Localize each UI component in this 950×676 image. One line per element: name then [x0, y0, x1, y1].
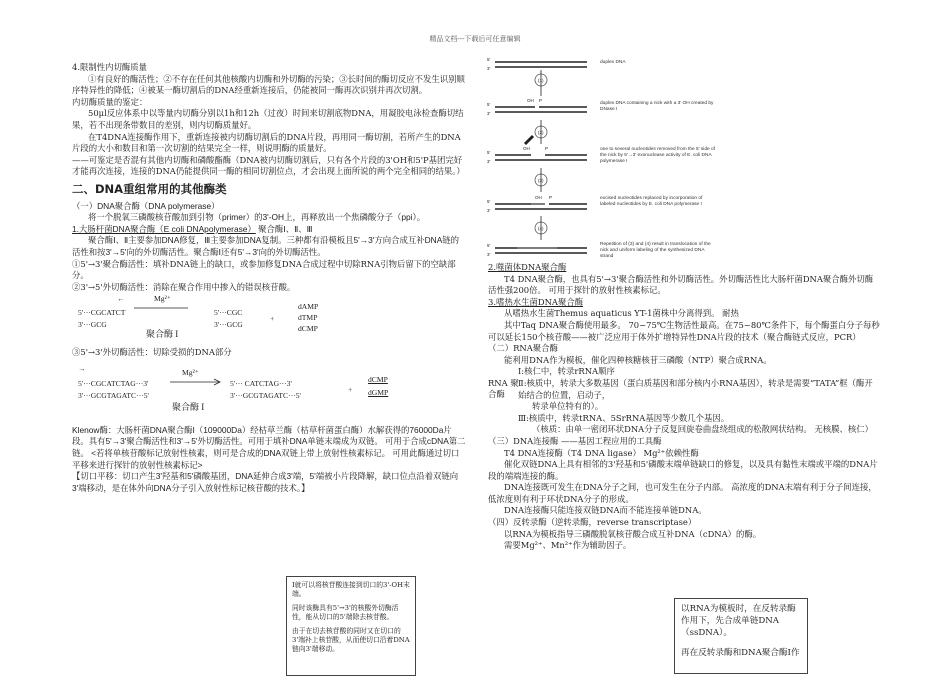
svg-text:5': 5'	[487, 150, 491, 155]
paragraph: ①5'→3'聚合酶活性：填补DNA链上的缺口，或参加修复DNA合成过程中切除RNA引物后留下的空缺部分。	[72, 258, 456, 281]
paragraph: ——可鉴定是否混有其他内切酶和磷酸酯酶（DNA被内切酶切割后，只有各个片段的3'OH和5'P基团完好才能再次连接，连接的DNA仍能提供同一酶的相同切割位点，才会出现上面所说的两个完全相同的结果。）	[72, 154, 465, 177]
strand-label: 5'··· CATCTAG···3'	[230, 378, 292, 388]
paragraph: ③5'→3'外切酶活性：切除受损的DNA部分	[72, 347, 232, 358]
left-column	[72, 62, 466, 494]
subsection-tail: 聚合酶Ⅰ、Ⅱ、Ⅲ	[258, 223, 313, 234]
paragraph: T4 DNA聚合酶，也具有5'→3'聚合酶活性和外切酶活性。外切酶活性比大肠杆菌DNA聚合酶外切酶活性强200倍。 可用于探针的放射性核素标记。	[488, 273, 874, 296]
note-box	[286, 576, 416, 676]
paragraph: 能利用DNA作为模板，催化四种核糖核苷三磷酸（NTP）聚合成RNA。	[504, 354, 772, 365]
note-line: I就可以将核苷酸连接到切口的3'-OH末端。	[292, 581, 410, 598]
section-title: 4.限制性内切酶质量	[72, 62, 147, 72]
svg-text:3': 3'	[487, 252, 491, 257]
svg-text:3': 3'	[487, 66, 491, 71]
enzyme-label: 聚合酶 I	[146, 329, 179, 340]
rna-label: RNA 聚	[488, 378, 519, 389]
reaction-arrow-icon	[132, 303, 192, 313]
product-label: dTMP	[298, 313, 318, 323]
p-label: P	[549, 195, 553, 200]
rna-label: 合酶	[488, 389, 505, 400]
paragraph: T4 DNA连接酶（T4 DNA ligase） Mg²⁺依赖性酶	[504, 447, 699, 458]
svg-text:3': 3'	[487, 159, 491, 164]
list-item: 转录单位特有的）。	[532, 401, 604, 412]
klenow-text: Klenow酶：大肠杆菌DNA聚合酶I（109000Da）经枯草兰酶（枯草杆菌蛋白酶）水解获得的76000Da片段。具有5'→3'聚合酶活性和3'→5'外切酶活性。可用于填补DNA单链末端成为双链。 可用于合成cDNA第二链。 <若将单核苷酸标记放射性核素，则可是合成的DNA双链上带上放射性核素标记。 可用此酶通过切口平移来进行探针的放射性核素标记>	[72, 424, 466, 470]
paragraph	[72, 425, 466, 471]
p-label: P	[539, 98, 543, 103]
section-title: （二）RNA聚合酶	[488, 343, 558, 354]
product-label: dCMP	[368, 374, 388, 384]
paragraph: 聚合酶Ⅰ、Ⅱ主要参加DNA修复，Ⅲ主要参加DNA复制。三种都有沿模板且5'→3'方向合成互补DNA链的活性和按3'→5'向的外切酶活性。聚合酶Ⅰ还有5'→3'向的外切酶活性。	[72, 235, 460, 257]
plus-sign: +	[270, 314, 275, 324]
figure-caption: Repetition of (3) and (4) result in translocation of the nick and uniform labeling of the synthesized DNA strand	[600, 242, 711, 259]
paragraph: DNA连接酶只能连接双链DNA而不能连接单链DNA。	[504, 505, 707, 516]
product-label: dGMP	[368, 387, 389, 397]
figure-caption: excised nucleotides replaced by incorporation of labeled nucleotides by E. coli DNA polymerase I	[600, 196, 703, 207]
strand-label: 3'···GCG	[78, 320, 107, 330]
note-line: 由于在切去核苷酸的同时又在切口的3'端补上核苷酸，从而使切口沿着DNA链向3'端移动。	[292, 627, 410, 653]
subsection-link: 1.大肠杆菌DNA聚合酶（E coli DNApolymerase）	[72, 223, 256, 234]
paragraph: 内切酶质量的鉴定：	[72, 96, 148, 107]
reaction-figure-2	[72, 361, 466, 415]
paragraph: 将一个脱氧三磷酸核苷酸加到引物（primer）的3'-OH上，再释放出一个焦磷酸分子（ppi）。	[88, 212, 426, 223]
svg-text:5': 5'	[487, 199, 491, 204]
heading: 二、DNA重组常用的其他酶类	[72, 181, 227, 196]
svg-text:3': 3'	[487, 208, 491, 213]
p-label: P	[545, 146, 549, 151]
strand-label: 3'···GCGTAGATC···5'	[230, 390, 301, 400]
subsection-title: 2.噬菌体DNA聚合酶	[488, 262, 567, 272]
arrow-icon: ←	[117, 294, 125, 304]
reaction-arrow-icon	[168, 377, 224, 387]
note-line: 以RNA为模板时，在反转录酶作用下，先合成单链DNA（ssDNA）。	[681, 604, 796, 638]
paragraph: 在T4DNA连接酶作用下，重新连接被内切酶切割后的DNA片段，再用同一酶切割，若所产生的DNA片段的大小和数目和第一次切割的结果完全一样，则说明酶的质量好。	[72, 131, 461, 154]
step-label: (2)	[538, 130, 544, 135]
strand-label: 5'···CGC	[214, 308, 243, 318]
paragraph: 其中Taq DNA聚合酶使用最多。 70~75℃生物活性最高。在75~80℃条件下，每个酶蛋白分子每秒可以延长150个核苷酸——被广泛应用于体外扩增特异性DNA片段的技术（聚合酶链式反应，PCR）	[488, 319, 880, 342]
enzyme-label: 聚合酶 I	[172, 401, 205, 412]
product-label: dCMP	[298, 324, 318, 334]
oh-label: OH	[523, 146, 530, 151]
subsection-title	[72, 224, 466, 236]
paragraph: 【切口平移：切口产生3'羟基和5'磷酸基团，DNA延伸合成3'端，5'端被小片段降解，缺口位点沿着双链向3'端移动，是在体外向DNA分子引入放射性标记核苷酸的技术。】	[72, 471, 459, 493]
note-box	[674, 598, 808, 674]
note-line: 再在反转录酶和DNA聚合酶I作	[681, 648, 800, 658]
strand-label: 5'···CGCATCTAG···3'	[78, 378, 149, 388]
figure-caption: duplex DNA	[600, 60, 626, 65]
strand-label: 3'···GCG	[214, 320, 243, 330]
paragraph: 从嗜热水生菌Themus aquaticus YT-1菌株中分离得到。 耐热	[504, 308, 739, 319]
note-line: 同时该酶具有5'→3'的核酸外切酶活性，能从切口的5'端除去核苷酸。	[292, 604, 399, 621]
section-title: （四）反转录酶（逆转录酶，reverse transcriptase）	[488, 517, 697, 528]
page-header: 精品文档---下载后可任意编辑	[429, 35, 521, 43]
subsection-title: 3.嗜热水生菌DNA聚合酶	[488, 296, 584, 307]
strand-label: 3'···GCGTAGATC···5'	[78, 390, 149, 400]
section-title: （三）DNA连接酶 ——基因工程应用的工具酶	[488, 435, 662, 446]
reaction-figure-1	[72, 295, 466, 345]
paragraph: ②3'→5'外切酶活性：消除在聚合作用中掺入的错误核苷酸。	[72, 281, 296, 292]
oh-label: OH	[535, 195, 542, 200]
paragraph: 50μl反应体系中以等量内切酶分别以1h和12h（过夜）时间来切割底物DNA，用凝胶电泳检查酶切结果，若不出现条带数目的差别，则内切酶质量好。	[72, 108, 464, 130]
step-label: (1)	[538, 78, 544, 83]
list-item: Ⅲ:核质中，转录tRNA、5SrRNA基因等少数几个基因。	[518, 412, 730, 423]
rna-polymerase-list	[488, 366, 880, 436]
svg-text:3': 3'	[487, 111, 491, 116]
oh-label: OH	[527, 98, 534, 103]
section-title: （一）DNA聚合酶（DNA polymerase）	[72, 200, 220, 211]
arrow-icon: →	[78, 363, 86, 373]
strand-label: 5'···CGCATCT	[78, 308, 126, 318]
svg-text:5': 5'	[487, 57, 491, 62]
figure-caption: one to several nucleotides removed from the 5' side of the nick by 5'→3' exonuclease activity of E. coli DNA polymerase I	[600, 147, 716, 164]
right-column	[488, 262, 880, 552]
cofactor-label: Mg²⁺	[182, 367, 199, 377]
list-item: Ⅰ:核仁中，转录rRNA顺序	[518, 366, 615, 377]
cofactor-label: Mg²⁺	[154, 294, 171, 304]
plus-sign: +	[348, 384, 353, 394]
paragraph: DNA连接既可发生在DNA分子之间，也可发生在分子内部。 高浓度的DNA末端有利于分子间连接，低浓度则有利于环状DNA分子的形成。	[488, 482, 877, 504]
paragraph: 以RNA为模板指导三磷酸脱氧核苷酸合成互补DNA（cDNA）的酶。	[504, 528, 762, 539]
product-label: dAMP	[298, 302, 319, 312]
figure-caption: duplex DNA containing a nick with a 3' OH created by DNase I	[600, 101, 714, 112]
list-item: Ⅱ:核质中，转录大多数基因（蛋白质基因和部分核内小RNA基因），转录是需要“TATA”框（酶开始结合的位置，启动子，	[518, 377, 873, 400]
paragraph: ①有良好的酶活性；②不存在任何其他核酸内切酶和外切酶的污染；③长时间的酶切反应不发生识别顺序特异性的降低；④被某一酶切割后的DNA经重新连接后，仍能被同一酶再次识别并再次切割。	[72, 73, 465, 96]
svg-text:5': 5'	[487, 102, 491, 107]
step-label: (3)	[538, 178, 544, 183]
step-label: (4)	[538, 226, 544, 231]
paragraph: 需要Mg²⁺、Mn²⁺作为辅助因子。	[504, 540, 632, 551]
svg-text:5': 5'	[487, 243, 491, 248]
paragraph: 催化双链DNA上具有相邻的3'羟基和5'磷酸末端单链缺口的修复，以及具有黏性末端或平端的DNA片段的端端连接的酶。	[488, 459, 878, 481]
list-item: （核质：由单一密闭环状DNA分子反复回旋卷曲盘绕组成的松散网状结构。 无核膜、核仁）	[532, 424, 874, 435]
